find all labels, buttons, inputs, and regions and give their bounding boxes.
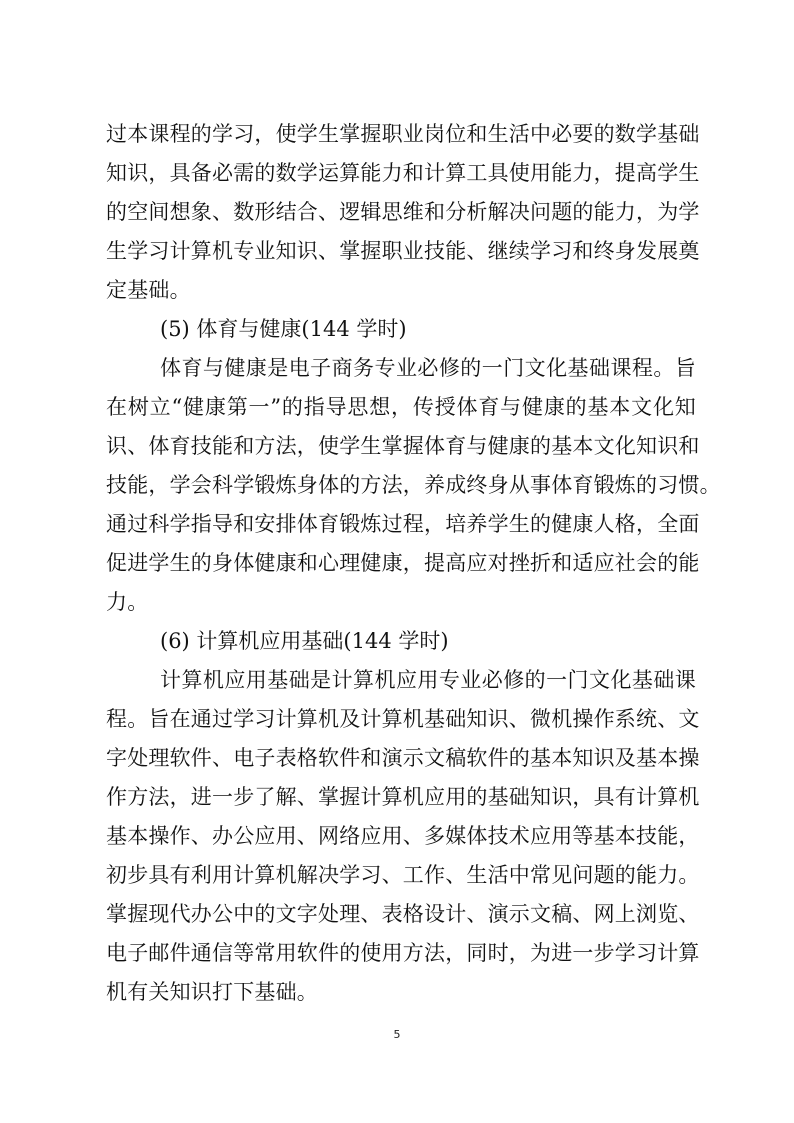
paragraph-line: 识、体育技能和方法，使学生掌握体育与健康的基本文化知识和 [106, 434, 700, 458]
paragraph-line: 初步具有利用计算机解决学习、工作、生活中常见问题的能力。 [106, 863, 700, 887]
paragraph-line: 力。 [106, 590, 149, 614]
paragraph-line: 计算机应用基础是计算机应用专业必修的一门文化基础课 [160, 668, 696, 692]
paragraph-line: 字处理软件、电子表格软件和演示文稿软件的基本知识及基本操 [106, 746, 700, 770]
paragraph-line: 在树立“健康第一”的指导思想，传授体育与健康的基本文化知 [106, 395, 696, 419]
paragraph-line: 通过科学指导和安排体育锻炼过程，培养学生的健康人格，全面 [106, 512, 700, 536]
paragraph-line: 生学习计算机专业知识、掌握职业技能、继续学习和终身发展奠 [106, 239, 700, 263]
paragraph-line: 定基础。 [106, 278, 191, 302]
paragraph-line: 电子邮件通信等常用软件的使用方法，同时，为进一步学习计算 [106, 941, 700, 965]
paragraph-line: 的空间想象、数形结合、逻辑思维和分析解决问题的能力，为学 [106, 200, 700, 224]
paragraph-line: 掌握现代办公中的文字处理、表格设计、演示文稿、网上浏览、 [106, 902, 700, 926]
page-number: 5 [393, 1028, 401, 1041]
paragraph-line: 过本课程的学习，使学生掌握职业岗位和生活中必要的数学基础 [106, 122, 700, 146]
paragraph-line: 促进学生的身体健康和心理健康，提高应对挫折和适应社会的能 [106, 551, 700, 575]
paragraph-line: 基本操作、办公应用、网络应用、多媒体技术应用等基本技能， [106, 824, 700, 848]
paragraph-line: 程。旨在通过学习计算机及计算机基础知识、微机操作系统、文 [106, 707, 700, 731]
section-heading: (5) 体育与健康(144 学时) [160, 317, 407, 341]
paragraph-line: 知识，具备必需的数学运算能力和计算工具使用能力，提高学生 [106, 161, 700, 185]
paragraph-line: 作方法，进一步了解、掌握计算机应用的基础知识，具有计算机 [106, 785, 700, 809]
section-heading: (6) 计算机应用基础(144 学时) [160, 629, 449, 653]
paragraph-line: 技能，学会科学锻炼身体的方法，养成终身从事体育锻炼的习惯。 [106, 473, 721, 497]
paragraph-line: 体育与健康是电子商务专业必修的一门文化基础课程。旨 [160, 356, 696, 380]
paragraph-line: 机有关知识打下基础。 [106, 980, 318, 1004]
